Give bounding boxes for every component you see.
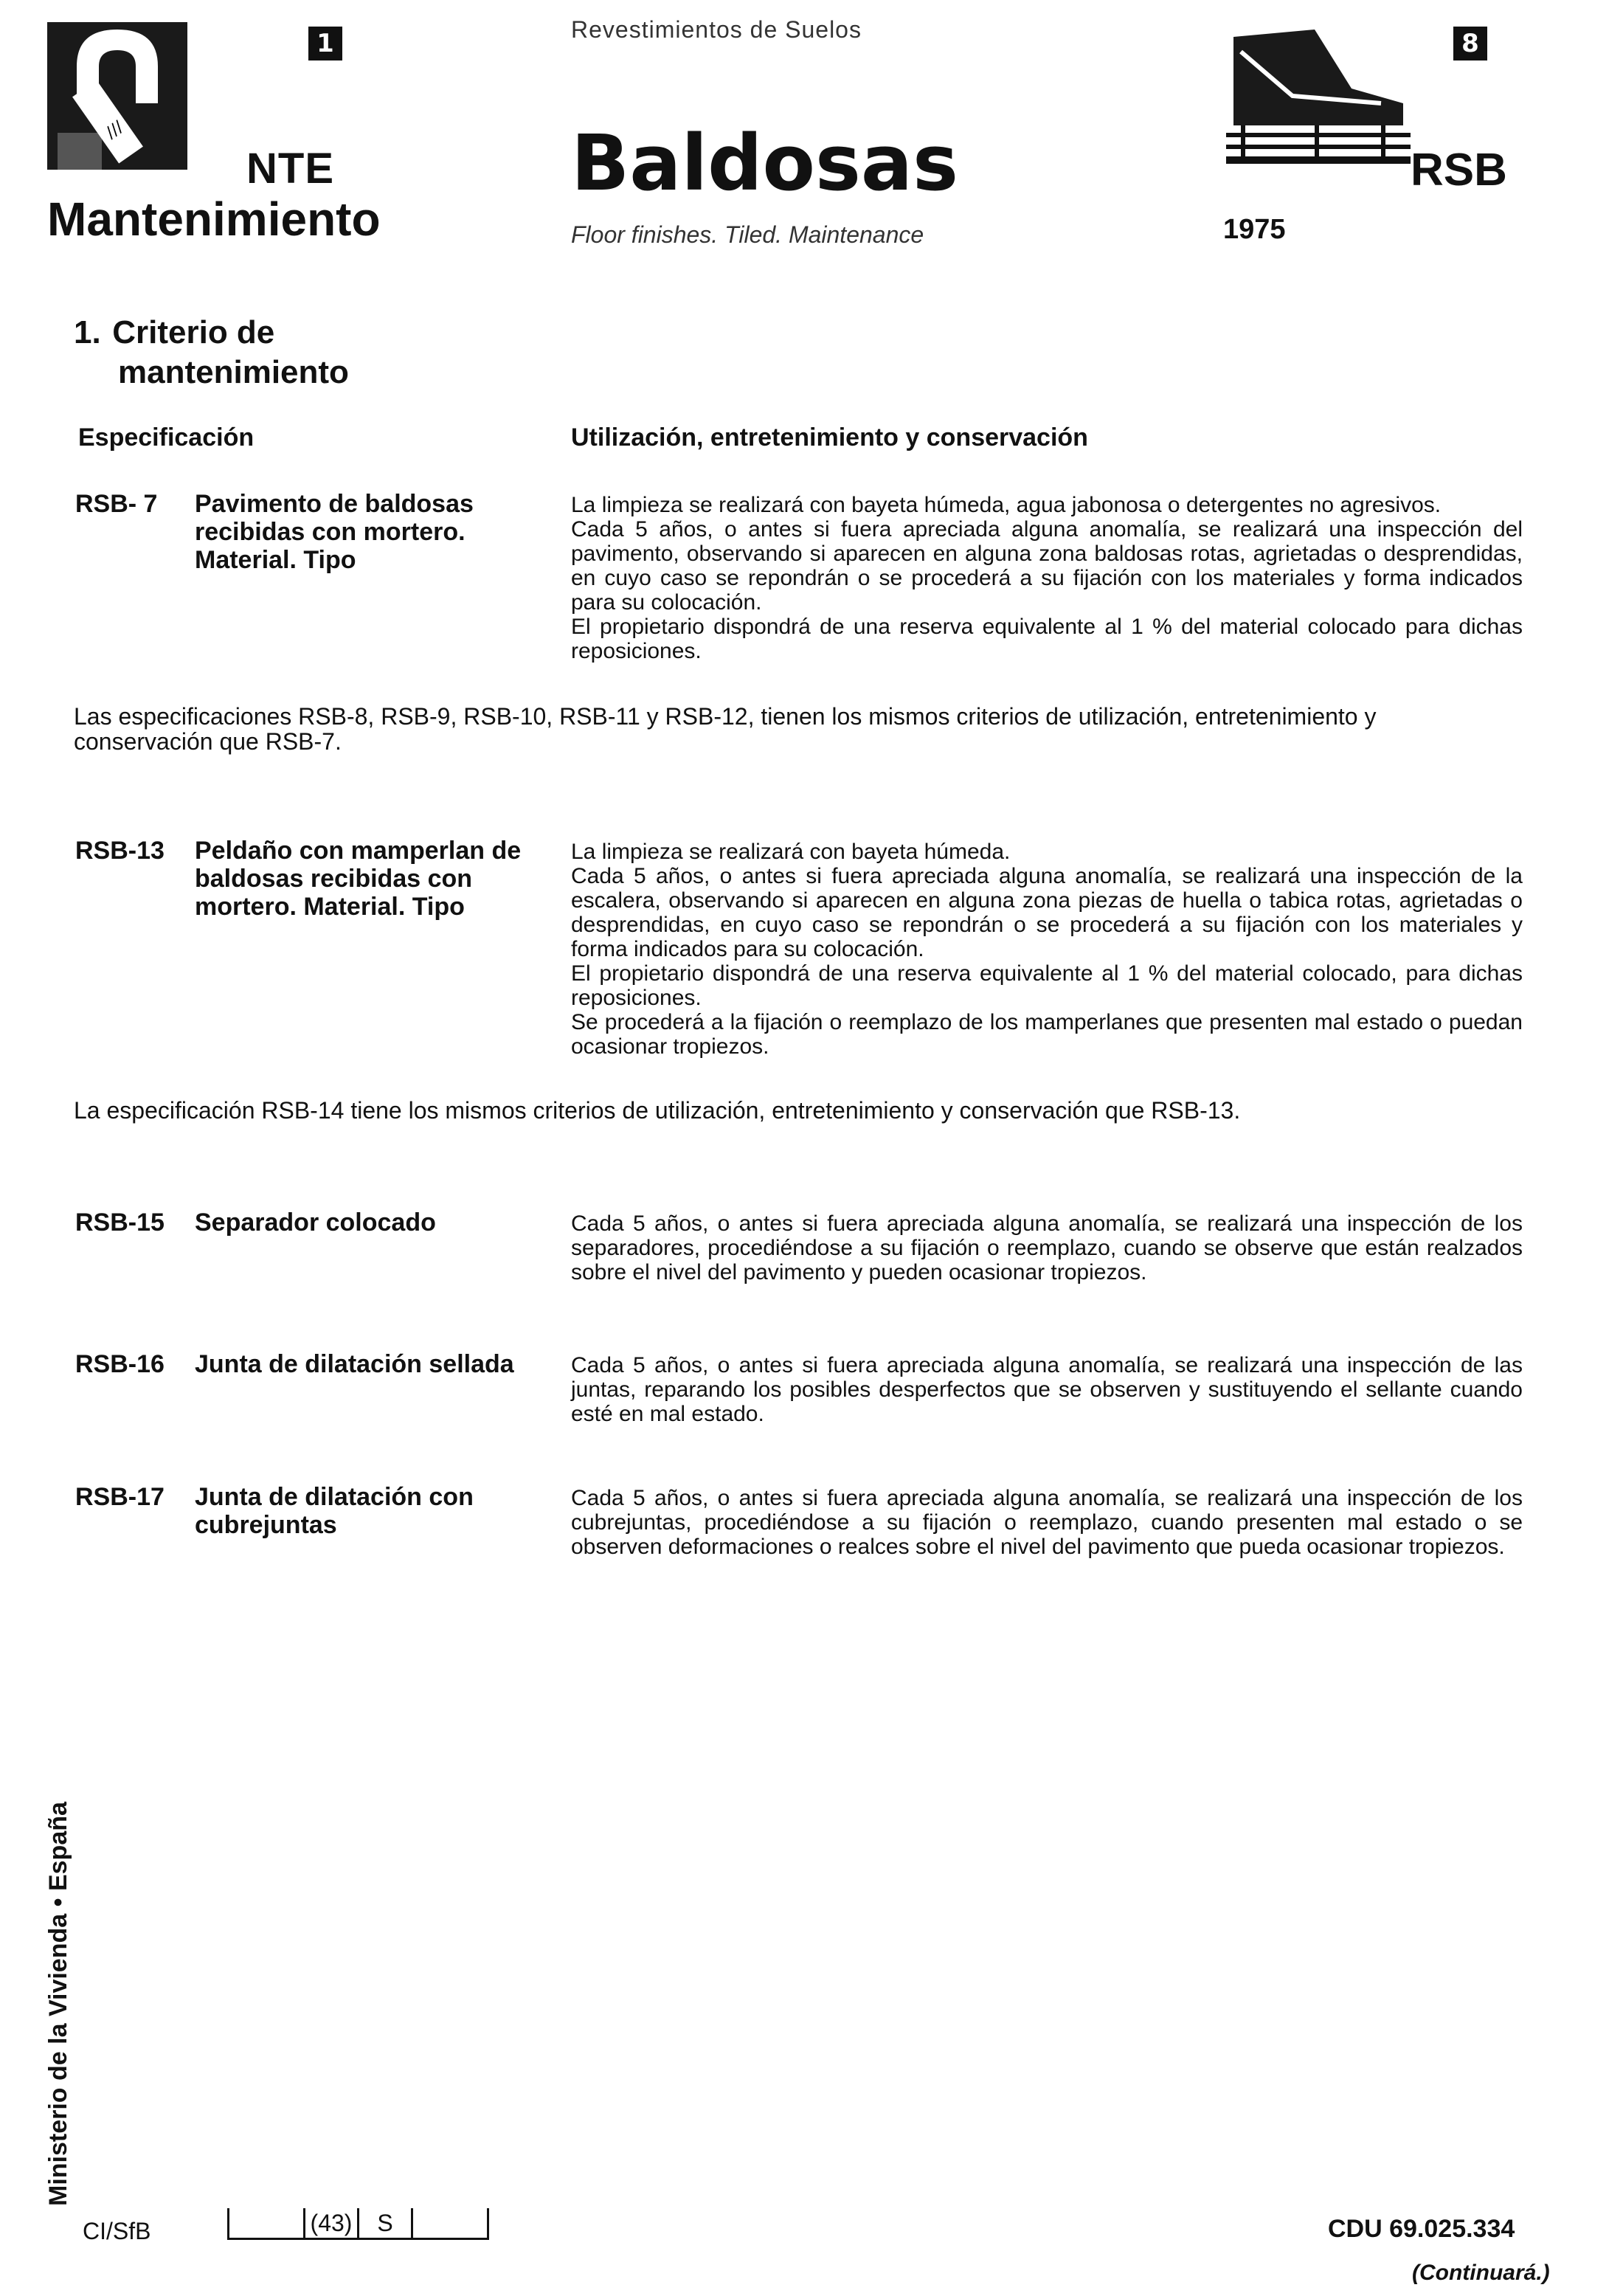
paragraph: Cada 5 años, o antes si fuera apreciada alguna anomalía, se realizará una inspección de los separadores, procediéndose a su fijación o reemplazo, cuando se observe que están realzados sobre el nivel del pavimento y pueden ocasionar tropiezos.: [571, 1211, 1523, 1284]
cisfb-cell: (43): [303, 2208, 357, 2240]
equivalence-note: Las especificaciones RSB-8, RSB-9, RSB-10, RSB-11 y RSB-12, tienen los mismos criterios de utilización, entretenimiento y conservación que RSB-7.: [74, 703, 1377, 755]
paragraph: El propietario dispondrá de una reserva equivalente al 1 % del material colocado, para dichas reposiciones.: [571, 961, 1523, 1010]
document-code: RSB: [1411, 145, 1507, 196]
cisfb-label: CI/SfB: [83, 2218, 151, 2244]
nte-label: NTE: [246, 145, 334, 193]
spec-description: Junta de dilatación sellada: [195, 1350, 514, 1378]
spec-description: Separador colocado: [195, 1208, 436, 1237]
series-title: Revestimientos de Suelos: [571, 16, 862, 43]
column-header-maintenance: Utilización, entretenimiento y conservación: [571, 423, 1088, 452]
maintenance-text: [571, 1353, 1523, 1426]
equivalence-note: La especificación RSB-14 tiene los mismos criterios de utilización, entretenimiento y conservación que RSB-13.: [74, 1097, 1241, 1124]
cisfb-cell: [411, 2208, 489, 2240]
section-heading: [74, 313, 349, 393]
page-title: Baldosas: [571, 118, 958, 208]
cisfb-cell: [227, 2208, 303, 2240]
maintenance-text: [571, 1211, 1523, 1284]
section-title-line2: mantenimiento: [118, 354, 349, 390]
paragraph: Se procederá a la fijación o reemplazo de los mamperlanes que presenten mal estado o puedan ocasionar tropiezos.: [571, 1010, 1523, 1059]
paragraph: Cada 5 años, o antes si fuera apreciada alguna anomalía, se realizará una inspección de la escalera, observando si aparecen en alguna zona piezas de huella o tabica rotas, agrietadas o desprendidas, en cuyo caso se repondrán o se procederá a su fijación con los materiales y forma indicados para su colocación.: [571, 864, 1523, 961]
publication-year: 1975: [1223, 214, 1286, 245]
paragraph: Cada 5 años, o antes si fuera apreciada alguna anomalía, se realizará una inspección de las juntas, reparando los posibles desperfectos que se observen y sustituyendo el sellante cuando esté en mal estado.: [571, 1353, 1523, 1426]
paragraph: El propietario dispondrá de una reserva equivalente al 1 % del material colocado para dichas reposiciones.: [571, 615, 1523, 663]
spec-description: Peldaño con mamperlan de baldosas recibidas con mortero. Material. Tipo: [195, 837, 522, 921]
ministry-vertical-label: Ministerio de la Vivienda • España: [44, 1802, 72, 2206]
spec-code: RSB- 7: [75, 490, 158, 518]
spec-description: Pavimento de baldosas recibidas con mortero. Material. Tipo: [195, 490, 474, 574]
column-header-specification: Especificación: [78, 423, 255, 452]
sheet-number-badge: 1: [308, 27, 342, 60]
spec-code: RSB-13: [75, 837, 165, 865]
paragraph: Cada 5 años, o antes si fuera apreciada alguna anomalía, se realizará una inspección de los cubrejuntas, procediéndose a su fijación o reemplazo, cuando presenten mal estado o se observen deformaciones o realces sobre el nivel del pavimento que pueda ocasionar tropiezos.: [571, 1486, 1523, 1559]
cisfb-classification: [227, 2206, 489, 2240]
nte-logo-wrench-icon: [47, 22, 187, 170]
spec-code: RSB-16: [75, 1350, 165, 1378]
paragraph: La limpieza se realizará con bayeta húmeda.: [571, 840, 1011, 864]
maintenance-text: [571, 1486, 1523, 1559]
maintenance-text: [571, 493, 1523, 663]
section-title-line1: Criterio de: [112, 314, 275, 350]
section-number: 1.: [74, 314, 101, 350]
cdu-code: CDU 69.025.334: [1328, 2215, 1515, 2243]
paragraph: Cada 5 años, o antes si fuera apreciada alguna anomalía, se realizará una inspección del pavimento, observando si aparecen en alguna zona baldosas rotas, agrietadas o desprendidas, en cuyo caso se repondrán o se procederá a su fijación con los materiales y forma indicados para su colocación.: [571, 517, 1523, 615]
svg-text:///: ///: [103, 117, 127, 142]
maintenance-text: [571, 840, 1523, 1059]
sheet-page-badge: 8: [1453, 27, 1487, 60]
spec-description: Junta de dilatación con cubrejuntas: [195, 1483, 474, 1539]
continued-note: (Continuará.): [1412, 2261, 1550, 2285]
section-name: Mantenimiento: [47, 193, 381, 246]
cisfb-cell: S: [357, 2208, 411, 2240]
spec-code: RSB-17: [75, 1483, 165, 1511]
spec-code: RSB-15: [75, 1208, 165, 1237]
floor-tile-shoe-icon: [1226, 22, 1419, 170]
paragraph: La limpieza se realizará con bayeta húmeda, agua jabonosa o detergentes no agresivos.: [571, 493, 1442, 517]
page-subtitle: Floor finishes. Tiled. Maintenance: [571, 221, 924, 248]
